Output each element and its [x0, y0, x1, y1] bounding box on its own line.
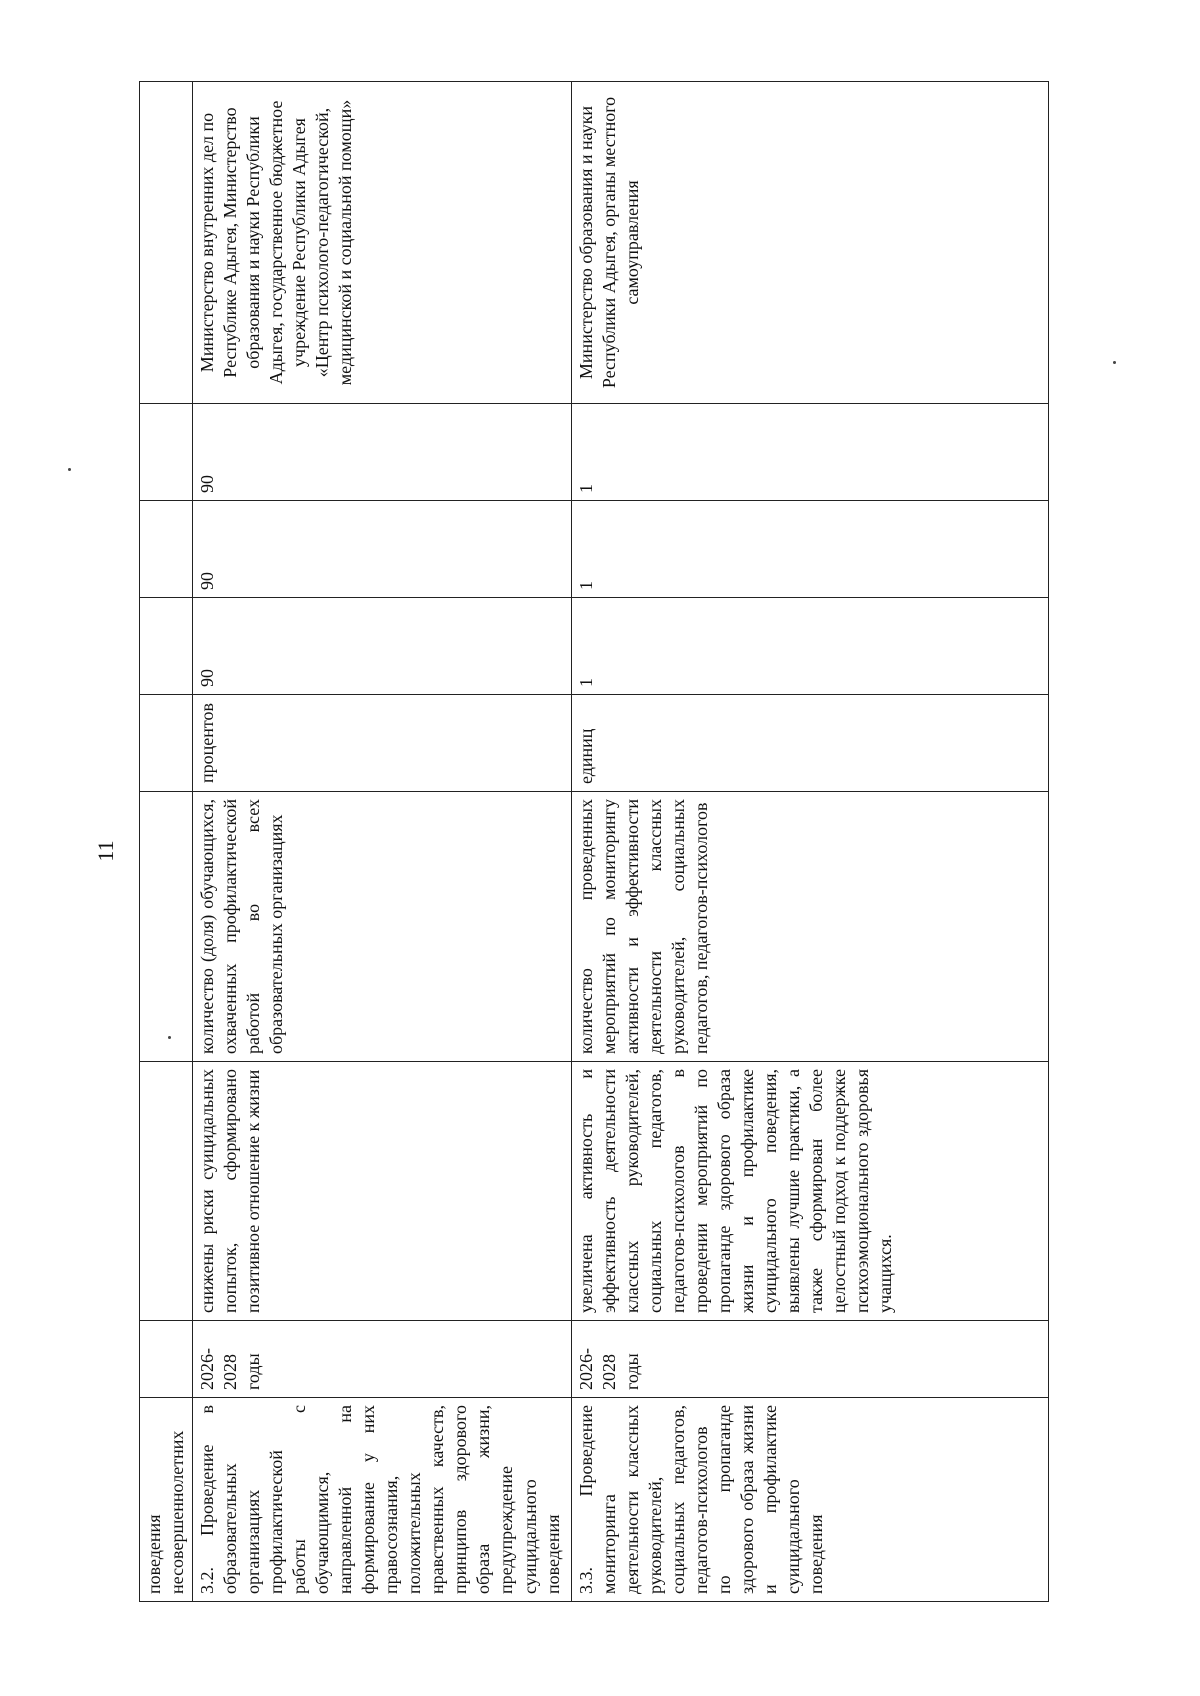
cell-result: увеличена активность и эффективность деятельности классных руководителей, социальных педагогов, педагогов-психологов в проведении мероприятий по пропаганде здорового образа жизни и профилактике суицидального поведения, выявлены лучшие практики, а также сформирован более целостный подход к поддержке психоэмоционального здоровья учащихся.	[572, 1062, 1049, 1321]
cell-value: 90	[193, 404, 572, 501]
table-row	[572, 82, 1049, 1602]
cell-period: 2026-2028 годы	[572, 1321, 1049, 1398]
program-table	[139, 81, 1049, 1602]
cell-unit: единиц	[572, 695, 1049, 792]
cell-result: снижены риски суицидальных попыток, сформировано позитивное отношение к жизни	[193, 1062, 572, 1321]
cell-empty	[140, 501, 193, 598]
cell-indicator: количество (доля) обучающихся, охваченных профилактической работой во всех образовательных организациях	[193, 792, 572, 1062]
cell-value: 1	[572, 404, 1049, 501]
table-row	[193, 82, 572, 1602]
cell-empty	[140, 82, 193, 404]
cell-empty	[140, 1321, 193, 1398]
cell-empty	[140, 695, 193, 792]
program-table-container	[139, 82, 1049, 1602]
cell-indicator: количество проведенных мероприятий по мониторингу активности и эффективности деятельности классных руководителей, социальных педагогов, педагогов-психологов	[572, 792, 1049, 1062]
cell-empty	[140, 1062, 193, 1321]
cell-task: 3.3. Проведение мониторинга деятельности классных руководителей, социальных педагогов, педагогов-психологов по пропаганде здорового образа жизни и профилактике суицидального поведения	[572, 1398, 1049, 1602]
cell-value: 1	[572, 501, 1049, 598]
cell-responsible: Министерство внутренних дел по Республике Адыгея, Министерство образования и науки Республики Адыгея, государственное бюджетное учреждение Республики Адыгея «Центр психолого-педагогической, медицинской и социальной помощи»	[193, 82, 572, 404]
page-number: 11	[93, 840, 118, 862]
cell-empty	[140, 598, 193, 695]
cell-task-continuation: поведения несовершеннолетних	[140, 1398, 193, 1602]
table-row-continuation	[140, 82, 193, 1602]
scan-speck	[168, 1036, 171, 1039]
cell-empty	[140, 404, 193, 501]
cell-value: 90	[193, 598, 572, 695]
scan-speck	[1113, 361, 1116, 364]
cell-task: 3.2. Проведение в образовательных организациях профилактической работы с обучающимися, направленной на формирование у них правосознания, положительных нравственных качеств, принципов здорового образа жизни, предупреждение суицидального поведения	[193, 1398, 572, 1602]
cell-responsible: Министерство образования и науки Республики Адыгея, органы местного самоуправления	[572, 82, 1049, 404]
cell-unit: процентов	[193, 695, 572, 792]
cell-value: 90	[193, 501, 572, 598]
scan-speck	[68, 468, 71, 471]
cell-period: 2026-2028 годы	[193, 1321, 572, 1398]
cell-empty	[140, 792, 193, 1062]
cell-value: 1	[572, 598, 1049, 695]
